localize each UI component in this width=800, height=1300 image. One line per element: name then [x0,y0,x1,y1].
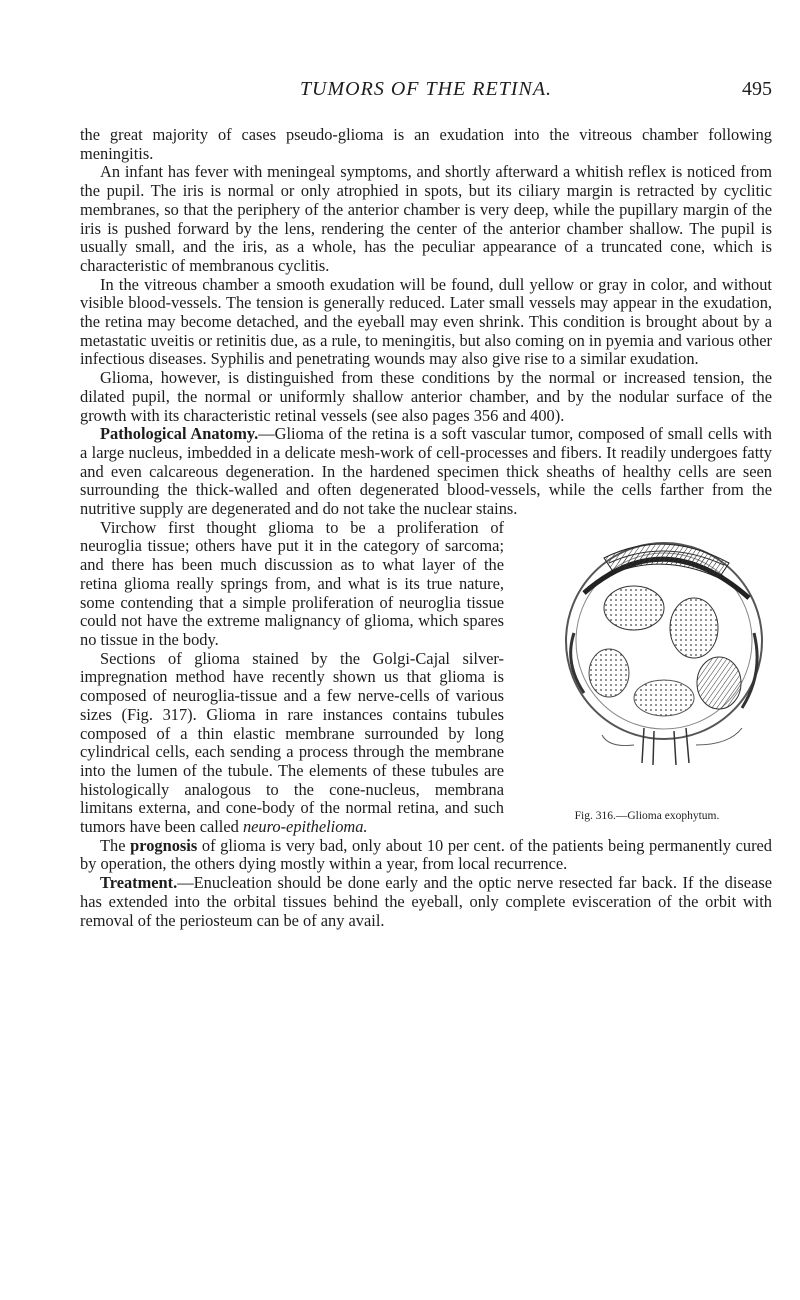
optic-nerve [602,728,742,765]
paragraph [80,425,772,519]
section-heading-treatment: Treatment. [100,873,178,893]
tumor-masses [571,586,757,716]
paragraph [80,874,772,930]
paragraph-text: —Enucleation should be done early and the optic nerve resected far back. If the disease has extended into the orbital tissues behind the eyeball, only complete evisceration of the orbit with removal of the periosteum can be of any avail. [80,873,772,930]
page-number: 495 [742,78,772,100]
term-neuro-epithelioma: neuro-epithelioma. [242,817,368,837]
glioma-exophytum-illustration [514,523,780,823]
paragraph: Glioma, however, is distinguished from these conditions by the normal or increased tension, the dilated pupil, the normal or uniformly shallow anterior chamber, and by the nodular surface of the growth with its characteristic retinal vessels (see also pages 356 and 400). [80,368,772,425]
body-text [80,126,772,930]
paragraph [80,837,772,874]
figure-caption: Fig. 316.—Glioma exophytum. [574,809,720,822]
paragraph-text: The [100,835,126,855]
paragraph-text: of glioma is very bad, only about 10 per cent. of the patients being permanently cured by operation, the others dying mostly within a year, from local recurrence. [80,835,772,874]
paragraph-text: Sections of glioma stained by the Golgi-Cajal silver-impregnation method have recently shown us that glioma is composed of neuroglia-tissue and a few nerve-cells of various sizes (Fig. 317). Glioma in rare instances contains tubules composed of a thin elastic membrane surrounded by long cylindrical cells, each sending a process through the membrane into the lumen of the tubule. The elements of these tubules are histologically analogous to the cone-nucleus, membrana limitans externa, and cone-body of the normal retina, and such tumors have been called [80,648,504,837]
section-heading-prognosis: prognosis [130,835,198,855]
paragraph: Virchow first thought glioma to be a proliferation of neuroglia tissue; others have put it in the category of sarcoma; and there has been much discussion as to what layer of the retina glioma really springs from, and what is its true nature, some contending that a simple proliferation of neuroglia tissue could not have the extreme malignancy of glioma, which spares no tissue in the body. [80,517,504,649]
paragraph: the great majority of cases pseudo-glioma is an exudation into the vitreous chamber following meningitis. [80,125,772,163]
page-header [80,78,772,108]
running-title: TUMORS OF THE RETINA. [299,78,553,100]
figure-316 [514,523,780,827]
paragraph: In the vitreous chamber a smooth exudation will be found, dull yellow or gray in color, and without visible blood-vessels. The tension is generally reduced. Later small vessels may appear in the exudation, the retina may become detached, and the eyeball may even shrink. This condition is brought about by a metastatic uveitis or retinitis due, as a rule, to meningitis, but also coming on in pyemia and various other infectious diseases. Syphilis and penetrating wounds may also give rise to a similar exudation. [80,274,772,369]
paragraph-text: —Glioma of the retina is a soft vascular tumor, composed of small cells with a large nucleus, imbedded in a delicate mesh-work of cell-processes and fibers. It readily undergoes fatty and even calcareous degeneration. In the hardened specimen thick sheaths of healthy cells are seen surrounding the thick-walled and often degenerated blood-vessels, while the cells farther from the nutritive supply are degenerated and do not take the nuclear stains. [80,424,772,519]
section-heading-pathological-anatomy: Pathological Anatomy. [100,424,259,444]
paragraph: An infant has fever with meningeal symptoms, and shortly afterward a whitish reflex is noticed from the pupil. The iris is normal or only atrophied in spots, but its ciliary margin is retracted by cyclitic membranes, so that the periphery of the anterior chamber is very deep, while the pupillary margin of the iris is pushed forward by the lens, rendering the center of the anterior chamber shallow. The pupil is usually small, and the iris, as a whole, has the peculiar appearance of a truncated cone, which is characteristic of membranous cyclitis. [80,162,772,275]
